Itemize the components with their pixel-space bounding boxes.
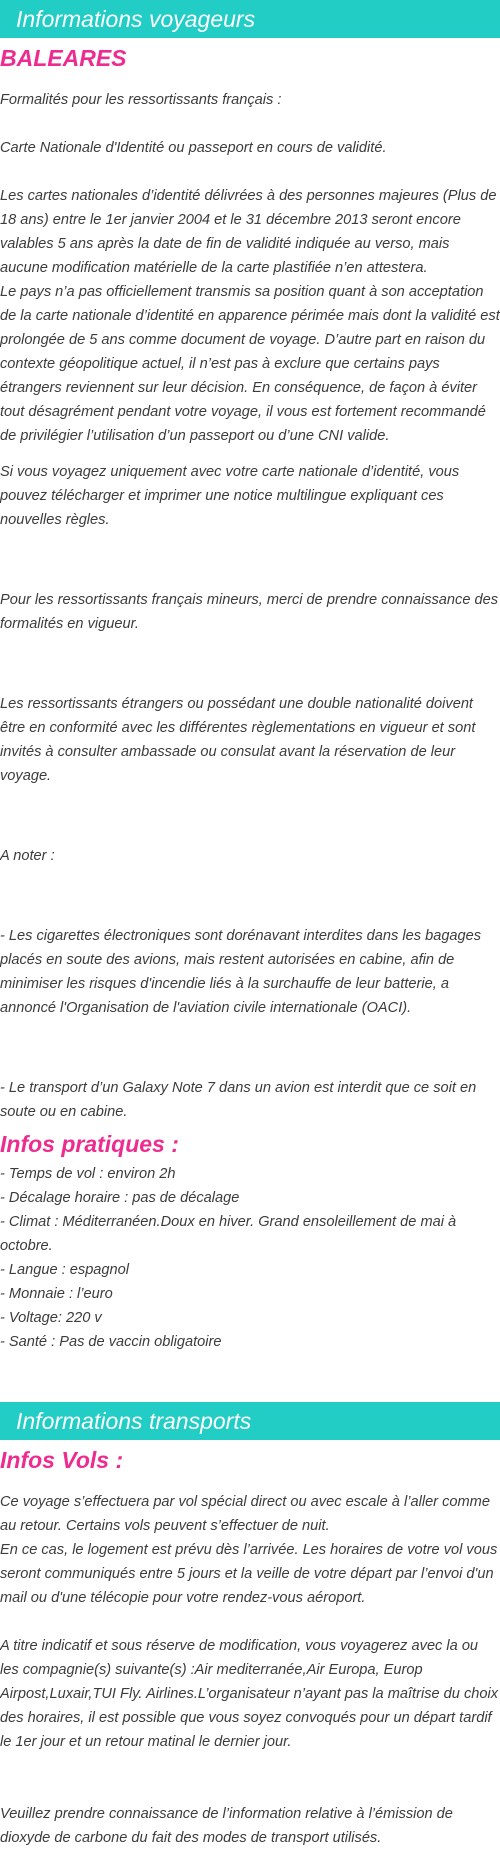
country-position-paragraph: Le pays n’a pas officiellement transmis sa position quant à son acceptation de la carte nationale d’identité en apparence périmée mais dont la validité est prolongée de 5 ans comme document de voyage. D’autre part en raison du contexte géopolitique actuel, il n’est pas à exclure que certains pays étrangers reviennent sur leur décision. En conséquence, de façon à éviter tout désagrément pendant votre voyage, il vous est fortement recommandé de privilégier l’utilisation d’un passeport ou d’une CNI valide. (0, 284, 500, 444)
list-item: - Temps de vol : environ 2h (0, 1166, 176, 1182)
section-banner-transports: Informations transports (0, 1402, 500, 1440)
destination-title: BALEARES (0, 45, 127, 71)
list-item: - Santé : Pas de vaccin obligatoire (0, 1334, 222, 1350)
foreigners-paragraph: Les ressortissants étrangers ou possédant une double nationalité doivent être en conformité avec les différentes règlementations en vigueur et sont invités à consulter ambassade ou consulat avant la réservation de leur voyage. (0, 696, 476, 784)
flights-heading: Infos Vols : (0, 1447, 124, 1473)
flight-type-paragraph: Ce voyage s’effectuera par vol spécial direct ou avec escale à l’aller comme au retour. Certains vols peuvent s’effectuer de nuit. (0, 1494, 490, 1534)
list-item: - Monnaie : l’euro (0, 1286, 113, 1302)
e-cigarettes-paragraph: - Les cigarettes électroniques sont dorénavant interdites dans les bagages placés en soute des avions, mais restent autorisées en cabine, afin de minimiser les risques d'incendie liés à la surchauffe de leur batterie, a annoncé l'Organisation de l'aviation civile internationale (OACI). (0, 928, 482, 1016)
galaxy-note-paragraph: - Le transport d’un Galaxy Note 7 dans un avion est interdit que ce soit en soute ou en cabine. (0, 1080, 477, 1120)
list-item: - Climat : Méditerranéen.Doux en hiver. Grand ensoleillement de mai à octobre. (0, 1214, 457, 1254)
list-item: - Voltage: 220 v (0, 1310, 102, 1326)
note-label: A noter : (0, 848, 55, 864)
section-banner-voyageurs: Informations voyageurs (0, 0, 500, 38)
co2-paragraph: Veuillez prendre connaissance de l’information relative à l’émission de dioxyde de carbone du fait des modes de transport utilisés. (0, 1806, 453, 1846)
airlines-paragraph: A titre indicatif et sous réserve de modification, vous voyagerez avec la ou les compagnie(s) suivante(s) :Air mediterranée,Air Europa, Europ Airpost,Luxair,TUI Fly. Airlines.L’organisateur n’ayant pas la maîtrise du choix des horaires, il est possible que vous soyez convoqués pour un départ tardif le 1er jour et un retour matinal le dernier jour. (0, 1638, 499, 1750)
practical-info-list (0, 1162, 500, 1354)
list-item: - Langue : espagnol (0, 1262, 130, 1278)
flight-schedule-paragraph: En ce cas, le logement est prévu dès l’arrivée. Les horaires de votre vol vous seront communiqués entre 5 jours et la veille de votre départ par l’envoi d'un mail ou d'une télécopie pour votre rendez-vous aéroport. (0, 1542, 498, 1606)
cni-validity-paragraph: Les cartes nationales d’identité délivrées à des personnes majeures (Plus de 18 ans) entre le 1er janvier 2004 et le 31 décembre 2013 seront encore valables 5 ans après la date de fin de validité indiquée au verso, mais aucune modification matérielle de la carte plastifiée n’en attestera. (0, 188, 497, 276)
minors-paragraph: Pour les ressortissants français mineurs, merci de prendre connaissance des formalités en vigueur. (0, 592, 499, 632)
cni-requirement: Carte Nationale d'Identité ou passeport en cours de validité. (0, 140, 387, 156)
list-item: - Décalage horaire : pas de décalage (0, 1190, 240, 1206)
formalites-intro: Formalités pour les ressortissants français : (0, 92, 282, 108)
practical-info-heading: Infos pratiques : (0, 1131, 179, 1157)
multilingual-notice-paragraph: Si vous voyagez uniquement avec votre carte nationale d’identité, vous pouvez télécharger et imprimer une notice multilingue expliquant ces nouvelles règles. (0, 464, 460, 528)
